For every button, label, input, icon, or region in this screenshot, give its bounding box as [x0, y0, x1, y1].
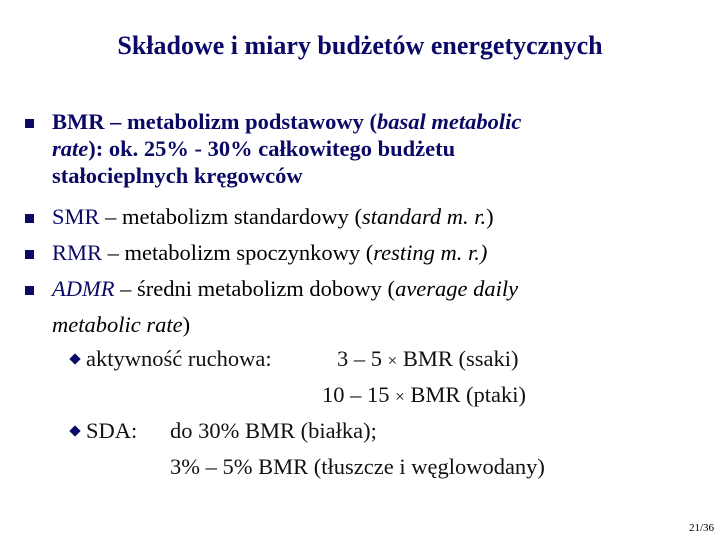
bmr-abbr: BMR — [52, 109, 105, 134]
admr-english: average daily — [395, 276, 519, 301]
page-number: 21/36 — [688, 522, 714, 534]
bullet-square-icon — [25, 214, 34, 223]
activity-mammals-range: 3 – 5 — [337, 346, 382, 371]
bullet-square-icon — [25, 119, 34, 128]
bullet-diamond-icon — [69, 425, 80, 436]
admr-english-2: metabolic rate — [52, 312, 183, 337]
bmr-description: – metabolizm podstawowy ( — [104, 109, 377, 134]
admr-item-line2 — [52, 311, 190, 338]
smr-abbr: SMR — [52, 204, 100, 229]
smr-description: – metabolizm standardowy ( — [99, 204, 362, 229]
smr-english: standard m. r. — [361, 204, 487, 229]
bullet-square-icon — [25, 286, 34, 295]
bmr-share: ): ok. 25% - 30% całkowitego budżetu — [88, 136, 456, 161]
admr-item — [52, 275, 518, 302]
bullet-diamond-icon — [69, 353, 80, 364]
bmr-item-line3: stałocieplnych kręgowców — [52, 163, 303, 188]
bmr-english-2: rate — [52, 136, 89, 161]
activity-birds-rest: BMR (ptaki) — [404, 382, 526, 407]
rmr-description: – metabolizm spoczynkowy ( — [102, 240, 374, 265]
bmr-english: basal metabolic — [376, 109, 522, 134]
sda-line2: 3% – 5% BMR (tłuszcze i węglowodany) — [170, 454, 545, 479]
activity-birds — [322, 381, 526, 410]
sda-line1: do 30% BMR (białka); — [170, 418, 377, 443]
admr-abbr: ADMR — [52, 276, 115, 301]
activity-mammals — [337, 345, 518, 374]
rmr-english: resting m. r.) — [373, 240, 488, 265]
times-icon: × — [387, 351, 398, 370]
activity-mammals-rest: BMR (ssaki) — [397, 346, 519, 371]
slide-title: Składowe i miary budżetów energetycznych — [117, 31, 603, 60]
admr-close: ) — [182, 312, 191, 337]
bmr-item — [52, 108, 521, 135]
smr-item — [52, 203, 494, 230]
activity-label: aktywność ruchowa: — [86, 346, 272, 371]
activity-birds-range: 10 – 15 — [322, 382, 390, 407]
rmr-abbr: RMR — [52, 240, 103, 265]
bmr-item-line2 — [52, 135, 455, 162]
times-icon: × — [395, 387, 405, 406]
sda-label: SDA: — [86, 418, 138, 443]
bullet-square-icon — [25, 250, 34, 259]
rmr-item — [52, 239, 487, 266]
smr-close: ) — [486, 204, 494, 229]
admr-description: – średni metabolizm dobowy ( — [114, 276, 396, 301]
